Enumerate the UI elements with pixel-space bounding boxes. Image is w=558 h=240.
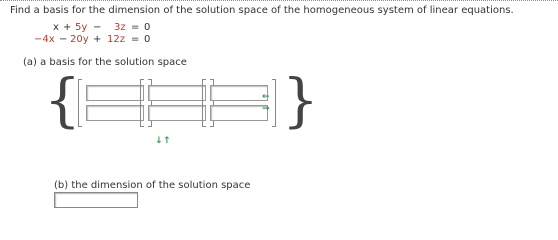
- equation-1: [24, 22, 184, 34]
- close-brace: }: [282, 66, 319, 134]
- part-b-label: (b) the dimension of the solution space: [54, 180, 251, 191]
- equation-2: [24, 34, 184, 46]
- eq2-op2: +: [93, 34, 102, 45]
- left-bracket: [140, 79, 144, 127]
- dimension-input[interactable]: [54, 192, 138, 208]
- eq1-op1: +: [63, 22, 72, 33]
- add-row-arrow-icon[interactable]: ↑: [163, 136, 171, 146]
- top-divider: [0, 0, 558, 1]
- right-bracket: [272, 79, 276, 127]
- eq1-rhs: 0: [144, 22, 151, 33]
- eq1-term-x: x: [53, 22, 59, 33]
- add-column-arrow-icon[interactable]: →: [262, 104, 270, 114]
- eq1-op2: −: [93, 22, 102, 33]
- eq1-equals: =: [131, 22, 140, 33]
- eq2-term-x: −4x: [34, 34, 55, 45]
- left-bracket: [202, 79, 206, 127]
- remove-column-arrow-icon[interactable]: ←: [262, 92, 270, 102]
- eq1-term-z: 3z: [114, 22, 126, 33]
- vector-3-entry-1[interactable]: [210, 85, 268, 101]
- eq2-term-z: 12z: [107, 34, 125, 45]
- remove-row-arrow-icon[interactable]: ↓: [155, 136, 163, 146]
- eq1-term-y: 5y: [75, 22, 88, 33]
- part-a-label: (a) a basis for the solution space: [23, 57, 187, 68]
- vector-1-entry-2[interactable]: [86, 105, 144, 121]
- eq2-equals: =: [131, 34, 140, 45]
- vector-1-entry-1[interactable]: [86, 85, 144, 101]
- basis-vector-3: [202, 79, 276, 127]
- vector-2-entry-1[interactable]: [148, 85, 206, 101]
- eq2-op1: −: [59, 34, 68, 45]
- left-bracket: [78, 79, 82, 127]
- eq2-rhs: 0: [144, 34, 151, 45]
- open-brace: {: [44, 66, 81, 134]
- question-prompt: Find a basis for the dimension of the solution space of the homogeneous system of linear equations.: [10, 5, 514, 16]
- vector-2-entry-2[interactable]: [148, 105, 206, 121]
- vector-3-entry-2[interactable]: [210, 105, 268, 121]
- eq2-term-y: 20y: [70, 34, 89, 45]
